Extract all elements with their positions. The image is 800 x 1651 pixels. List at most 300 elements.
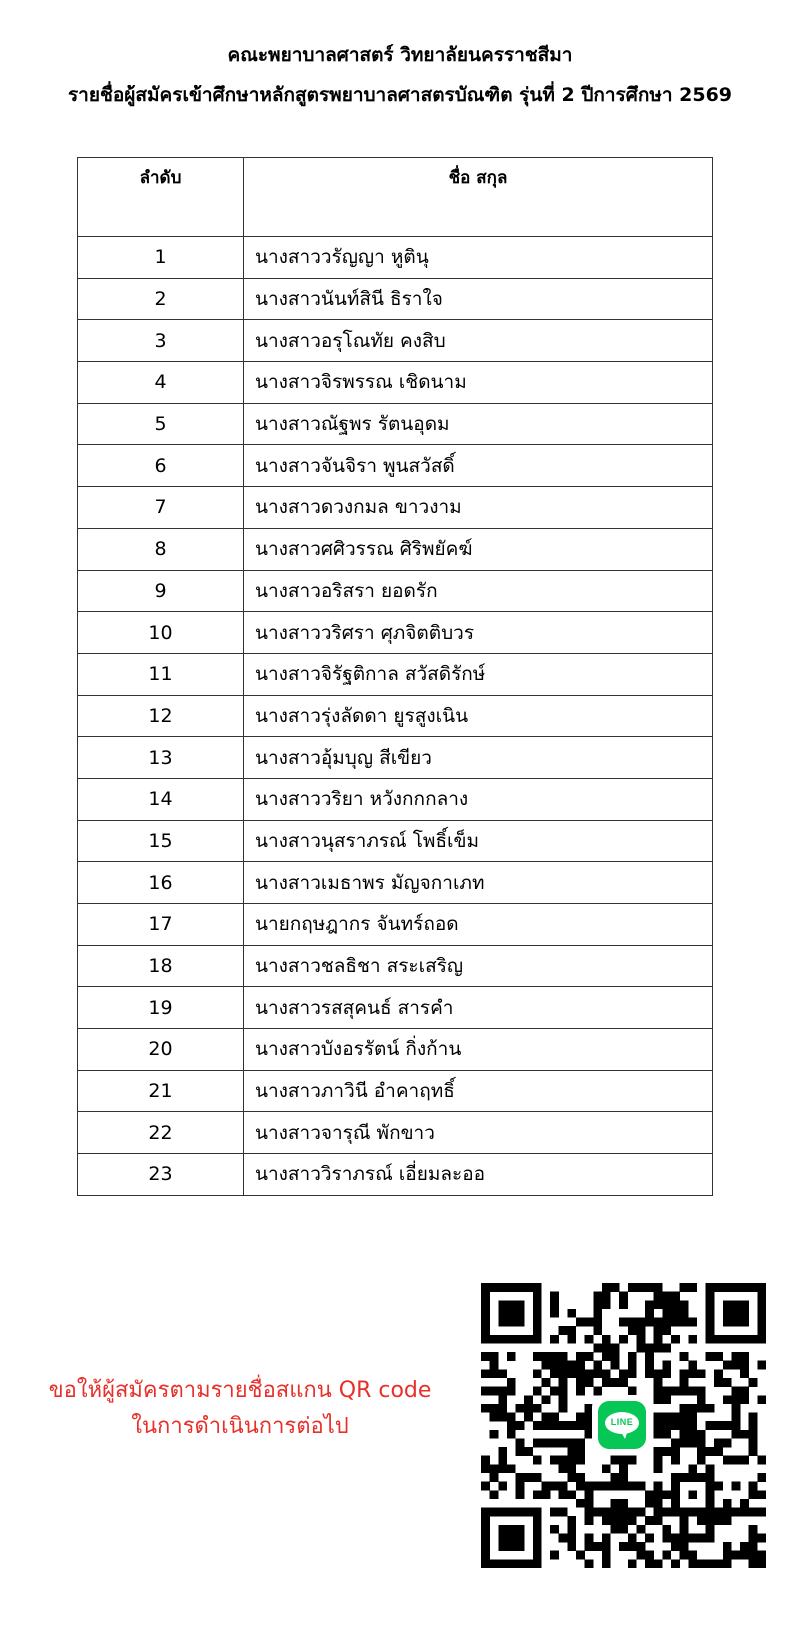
qr-module xyxy=(757,1361,766,1370)
qr-module xyxy=(602,1542,611,1551)
qr-module xyxy=(533,1300,542,1309)
qr-module xyxy=(481,1387,490,1396)
row-number: 20 xyxy=(78,1029,244,1071)
qr-module xyxy=(636,1542,645,1551)
qr-module xyxy=(671,1542,680,1551)
qr-module xyxy=(550,1438,559,1447)
qr-module xyxy=(567,1447,576,1456)
qr-module xyxy=(680,1404,689,1413)
qr-module xyxy=(516,1525,525,1534)
qr-module xyxy=(636,1343,645,1352)
qr-module xyxy=(533,1352,542,1361)
qr-module xyxy=(602,1559,611,1568)
qr-module xyxy=(757,1533,766,1542)
qr-module xyxy=(654,1559,663,1568)
qr-module xyxy=(706,1326,715,1335)
applicant-name: นางสาววริยา หวังกกกลาง xyxy=(244,778,713,820)
applicant-name: นางสาวนันท์สินี ธิราใจ xyxy=(244,278,713,320)
qr-module xyxy=(559,1352,568,1361)
qr-module xyxy=(628,1508,637,1517)
qr-module xyxy=(749,1447,758,1456)
applicant-name: นางสาวภาวินี อำคาฤทธิ์ xyxy=(244,1070,713,1112)
qr-module xyxy=(680,1300,689,1309)
qr-module xyxy=(567,1309,576,1318)
qr-module xyxy=(585,1533,594,1542)
row-number: 10 xyxy=(78,612,244,654)
qr-module xyxy=(723,1499,732,1508)
qr-module xyxy=(541,1378,550,1387)
qr-module xyxy=(481,1525,490,1534)
qr-module xyxy=(541,1482,550,1491)
qr-module xyxy=(567,1490,576,1499)
qr-module xyxy=(723,1309,732,1318)
qr-module xyxy=(541,1413,550,1422)
qr-module xyxy=(585,1516,594,1525)
table-row xyxy=(78,653,713,695)
qr-module xyxy=(498,1309,507,1318)
qr-module xyxy=(507,1318,516,1327)
qr-module xyxy=(680,1421,689,1430)
qr-module xyxy=(757,1456,766,1465)
qr-module xyxy=(662,1292,671,1301)
table-row xyxy=(78,1070,713,1112)
qr-module xyxy=(636,1318,645,1327)
qr-module xyxy=(749,1508,758,1517)
qr-module xyxy=(619,1508,628,1517)
qr-module xyxy=(706,1309,715,1318)
qr-module xyxy=(576,1369,585,1378)
qr-module xyxy=(662,1413,671,1422)
table-row xyxy=(78,445,713,487)
qr-module xyxy=(688,1318,697,1327)
qr-module xyxy=(567,1473,576,1482)
table-header-row xyxy=(78,158,713,237)
qr-module xyxy=(541,1421,550,1430)
qr-module xyxy=(740,1542,749,1551)
qr-module xyxy=(680,1413,689,1422)
qr-module xyxy=(611,1516,620,1525)
qr-module xyxy=(524,1395,533,1404)
qr-module xyxy=(567,1516,576,1525)
qr-module xyxy=(740,1369,749,1378)
row-number: 11 xyxy=(78,653,244,695)
scan-instruction-line1: ขอให้ผู้สมัครตามรายชื่อสแกน QR code xyxy=(48,1378,432,1403)
qr-module xyxy=(550,1525,559,1534)
qr-module xyxy=(533,1551,542,1560)
qr-module xyxy=(662,1508,671,1517)
qr-module xyxy=(662,1490,671,1499)
qr-module xyxy=(688,1438,697,1447)
qr-module xyxy=(628,1542,637,1551)
qr-module xyxy=(749,1559,758,1568)
qr-module xyxy=(619,1335,628,1344)
qr-module xyxy=(611,1378,620,1387)
qr-module xyxy=(585,1335,594,1344)
qr-module xyxy=(723,1456,732,1465)
qr-module xyxy=(662,1300,671,1309)
qr-module xyxy=(662,1533,671,1542)
qr-module xyxy=(619,1473,628,1482)
qr-module xyxy=(706,1421,715,1430)
qr-module xyxy=(757,1508,766,1517)
qr-module xyxy=(524,1335,533,1344)
qr-module xyxy=(688,1387,697,1396)
qr-module xyxy=(680,1283,689,1292)
qr-module xyxy=(688,1404,697,1413)
qr-module xyxy=(654,1430,663,1439)
qr-module xyxy=(749,1421,758,1430)
qr-module xyxy=(740,1430,749,1439)
qr-module xyxy=(680,1542,689,1551)
qr-module xyxy=(576,1482,585,1491)
qr-module xyxy=(680,1318,689,1327)
qr-module xyxy=(593,1292,602,1301)
qr-module xyxy=(576,1421,585,1430)
qr-module xyxy=(559,1326,568,1335)
qr-module xyxy=(567,1542,576,1551)
qr-module xyxy=(550,1508,559,1517)
header-name: ชื่อ สกุล xyxy=(244,158,713,237)
qr-module xyxy=(611,1343,620,1352)
qr-module xyxy=(749,1490,758,1499)
qr-module xyxy=(550,1352,559,1361)
qr-module xyxy=(654,1413,663,1422)
qr-module xyxy=(481,1533,490,1542)
applicant-name: นางสาวศศิวรรณ ศิริพยัคฆ์ xyxy=(244,528,713,570)
table-row xyxy=(78,737,713,779)
row-number: 14 xyxy=(78,778,244,820)
qr-module xyxy=(550,1387,559,1396)
qr-module xyxy=(602,1482,611,1491)
table-row xyxy=(78,487,713,529)
qr-module xyxy=(541,1490,550,1499)
qr-module xyxy=(697,1559,706,1568)
qr-module xyxy=(490,1335,499,1344)
qr-module xyxy=(731,1404,740,1413)
qr-module xyxy=(585,1482,594,1491)
row-number: 6 xyxy=(78,445,244,487)
qr-module xyxy=(757,1292,766,1301)
qr-module xyxy=(688,1421,697,1430)
qr-module xyxy=(714,1369,723,1378)
qr-module xyxy=(602,1292,611,1301)
qr-module xyxy=(619,1482,628,1491)
qr-module xyxy=(714,1482,723,1491)
qr-module xyxy=(533,1335,542,1344)
qr-module xyxy=(550,1551,559,1560)
qr-module xyxy=(628,1516,637,1525)
qr-module xyxy=(723,1551,732,1560)
qr-module xyxy=(697,1395,706,1404)
qr-module xyxy=(507,1309,516,1318)
table-row xyxy=(78,528,713,570)
qr-module xyxy=(602,1533,611,1542)
qr-module xyxy=(645,1516,654,1525)
table-row xyxy=(78,778,713,820)
qr-module xyxy=(516,1404,525,1413)
qr-module xyxy=(688,1508,697,1517)
qr-module xyxy=(490,1430,499,1439)
applicant-name: นางสาวจารุณี พักขาว xyxy=(244,1112,713,1154)
qr-module xyxy=(697,1387,706,1396)
qr-module xyxy=(636,1326,645,1335)
qr-module xyxy=(749,1413,758,1422)
qr-module xyxy=(611,1508,620,1517)
qr-module xyxy=(524,1404,533,1413)
qr-module xyxy=(498,1464,507,1473)
qr-module xyxy=(714,1508,723,1517)
qr-module xyxy=(697,1508,706,1517)
qr-module xyxy=(636,1283,645,1292)
qr-module xyxy=(559,1387,568,1396)
row-number: 19 xyxy=(78,987,244,1029)
qr-module xyxy=(490,1490,499,1499)
applicant-name: นางสาวอรุโณทัย คงสิบ xyxy=(244,320,713,362)
applicant-name: นางสาวจิรัฐติกาล สวัสดิรักษ์ xyxy=(244,653,713,695)
qr-module xyxy=(619,1318,628,1327)
qr-module xyxy=(593,1309,602,1318)
qr-module xyxy=(498,1283,507,1292)
qr-module xyxy=(680,1438,689,1447)
qr-module xyxy=(498,1335,507,1344)
table-row xyxy=(78,904,713,946)
qr-module xyxy=(541,1352,550,1361)
qr-module xyxy=(490,1352,499,1361)
qr-module xyxy=(740,1508,749,1517)
qr-module xyxy=(550,1292,559,1301)
qr-module xyxy=(731,1309,740,1318)
qr-module xyxy=(507,1421,516,1430)
qr-module xyxy=(533,1559,542,1568)
qr-module xyxy=(645,1318,654,1327)
qr-module xyxy=(749,1430,758,1439)
line-logo-icon xyxy=(592,1395,652,1455)
qr-module xyxy=(654,1300,663,1309)
table-row xyxy=(78,987,713,1029)
applicant-name: นางสาวรุ่งลัดดา ยูรสูงเนิน xyxy=(244,695,713,737)
qr-module xyxy=(706,1283,715,1292)
applicant-name: นางสาวจันจิรา พูนสวัสดิ์ xyxy=(244,445,713,487)
qr-module xyxy=(680,1525,689,1534)
qr-module xyxy=(611,1473,620,1482)
qr-module xyxy=(706,1318,715,1327)
qr-module xyxy=(671,1499,680,1508)
applicant-name: นางสาวรสสุคนธ์ สารคำ xyxy=(244,987,713,1029)
qr-module xyxy=(533,1283,542,1292)
qr-module xyxy=(697,1473,706,1482)
qr-module xyxy=(740,1300,749,1309)
header-no: ลำดับ xyxy=(78,158,244,237)
qr-module xyxy=(680,1551,689,1560)
qr-module xyxy=(757,1300,766,1309)
applicant-name: นางสาววรัญญา หูตินุ xyxy=(244,237,713,279)
row-number: 13 xyxy=(78,737,244,779)
qr-module xyxy=(680,1473,689,1482)
qr-module xyxy=(645,1309,654,1318)
row-number: 2 xyxy=(78,278,244,320)
qr-module xyxy=(697,1533,706,1542)
qr-module xyxy=(645,1533,654,1542)
qr-module xyxy=(576,1551,585,1560)
qr-module xyxy=(757,1551,766,1560)
qr-module xyxy=(559,1438,568,1447)
qr-module xyxy=(671,1292,680,1301)
qr-module xyxy=(576,1318,585,1327)
qr-module xyxy=(507,1300,516,1309)
qr-module xyxy=(671,1559,680,1568)
qr-module xyxy=(593,1361,602,1370)
qr-module xyxy=(498,1300,507,1309)
qr-module xyxy=(706,1352,715,1361)
qr-module xyxy=(706,1482,715,1491)
row-number: 1 xyxy=(78,237,244,279)
applicant-name: นางสาววริศรา ศุภจิตติบวร xyxy=(244,612,713,654)
qr-module xyxy=(749,1482,758,1491)
qr-module xyxy=(567,1525,576,1534)
qr-module xyxy=(550,1335,559,1344)
qr-module xyxy=(680,1378,689,1387)
table-row xyxy=(78,362,713,404)
qr-module xyxy=(498,1395,507,1404)
qr-module xyxy=(645,1369,654,1378)
qr-module xyxy=(731,1456,740,1465)
qr-module xyxy=(706,1559,715,1568)
document-subtitle: รายชื่อผู้สมัครเข้าศึกษาหลักสูตรพยาบาลศาสตรบัณฑิต รุ่นที่ 2 ปีการศึกษา 2569 xyxy=(67,84,733,106)
table-row xyxy=(78,1112,713,1154)
table-row xyxy=(78,403,713,445)
qr-module xyxy=(524,1559,533,1568)
qr-module xyxy=(740,1318,749,1327)
table-row xyxy=(78,695,713,737)
qr-module xyxy=(636,1482,645,1491)
qr-module xyxy=(688,1559,697,1568)
qr-module xyxy=(516,1542,525,1551)
qr-module xyxy=(490,1361,499,1370)
qr-module xyxy=(550,1369,559,1378)
applicant-name: นางสาวบังอรรัตน์ กิ่งก้าน xyxy=(244,1029,713,1071)
qr-module xyxy=(516,1438,525,1447)
qr-module xyxy=(662,1421,671,1430)
qr-module xyxy=(723,1438,732,1447)
qr-module xyxy=(585,1542,594,1551)
qr-module xyxy=(567,1533,576,1542)
applicant-table xyxy=(77,157,713,1196)
qr-module xyxy=(731,1352,740,1361)
qr-module xyxy=(533,1456,542,1465)
qr-module xyxy=(697,1456,706,1465)
qr-module xyxy=(533,1525,542,1534)
table-row xyxy=(78,1154,713,1196)
qr-module xyxy=(481,1283,490,1292)
qr-module xyxy=(654,1326,663,1335)
qr-module xyxy=(697,1369,706,1378)
qr-module xyxy=(559,1533,568,1542)
qr-module xyxy=(688,1464,697,1473)
qr-module xyxy=(740,1283,749,1292)
qr-module xyxy=(619,1542,628,1551)
qr-module xyxy=(550,1456,559,1465)
qr-module xyxy=(654,1318,663,1327)
qr-module xyxy=(576,1499,585,1508)
qr-module xyxy=(490,1404,499,1413)
qr-module xyxy=(723,1300,732,1309)
qr-module xyxy=(602,1516,611,1525)
qr-module xyxy=(507,1283,516,1292)
qr-module xyxy=(662,1369,671,1378)
qr-module xyxy=(731,1508,740,1517)
qr-module xyxy=(498,1387,507,1396)
qr-module xyxy=(654,1421,663,1430)
qr-module xyxy=(524,1413,533,1422)
qr-module xyxy=(481,1309,490,1318)
row-number: 9 xyxy=(78,570,244,612)
qr-module xyxy=(550,1421,559,1430)
row-number: 4 xyxy=(78,362,244,404)
qr-module xyxy=(567,1421,576,1430)
qr-module xyxy=(576,1413,585,1422)
qr-module xyxy=(611,1352,620,1361)
qr-module xyxy=(533,1309,542,1318)
qr-module xyxy=(731,1430,740,1439)
qr-module xyxy=(714,1559,723,1568)
qr-module xyxy=(706,1499,715,1508)
qr-module xyxy=(723,1516,732,1525)
qr-module xyxy=(662,1525,671,1534)
qr-module xyxy=(567,1464,576,1473)
row-number: 12 xyxy=(78,695,244,737)
applicant-name: นางสาวอริสรา ยอดรัก xyxy=(244,570,713,612)
qr-module xyxy=(688,1430,697,1439)
qr-module xyxy=(516,1559,525,1568)
qr-module xyxy=(749,1335,758,1344)
qr-module xyxy=(490,1283,499,1292)
qr-module xyxy=(740,1309,749,1318)
qr-module xyxy=(541,1361,550,1370)
qr-module xyxy=(697,1404,706,1413)
qr-module xyxy=(576,1438,585,1447)
qr-module xyxy=(481,1482,490,1491)
qr-module xyxy=(645,1300,654,1309)
qr-module xyxy=(593,1542,602,1551)
qr-module xyxy=(585,1352,594,1361)
qr-module xyxy=(688,1490,697,1499)
row-number: 21 xyxy=(78,1070,244,1112)
qr-module xyxy=(593,1300,602,1309)
applicant-name: นางสาวดวงกมล ขาวงาม xyxy=(244,487,713,529)
qr-module xyxy=(645,1283,654,1292)
qr-module xyxy=(533,1533,542,1542)
qr-module xyxy=(706,1490,715,1499)
row-number: 5 xyxy=(78,403,244,445)
qr-module xyxy=(723,1335,732,1344)
qr-module xyxy=(723,1542,732,1551)
qr-module xyxy=(611,1283,620,1292)
qr-module xyxy=(567,1361,576,1370)
qr-module xyxy=(654,1387,663,1396)
qr-module xyxy=(757,1473,766,1482)
qr-module xyxy=(481,1464,490,1473)
qr-module xyxy=(654,1283,663,1292)
qr-module xyxy=(559,1508,568,1517)
qr-module xyxy=(671,1335,680,1344)
qr-module xyxy=(481,1352,490,1361)
qr-module xyxy=(602,1300,611,1309)
qr-module xyxy=(611,1482,620,1491)
qr-module xyxy=(567,1438,576,1447)
qr-module xyxy=(680,1430,689,1439)
qr-module xyxy=(619,1525,628,1534)
qr-module xyxy=(749,1551,758,1560)
